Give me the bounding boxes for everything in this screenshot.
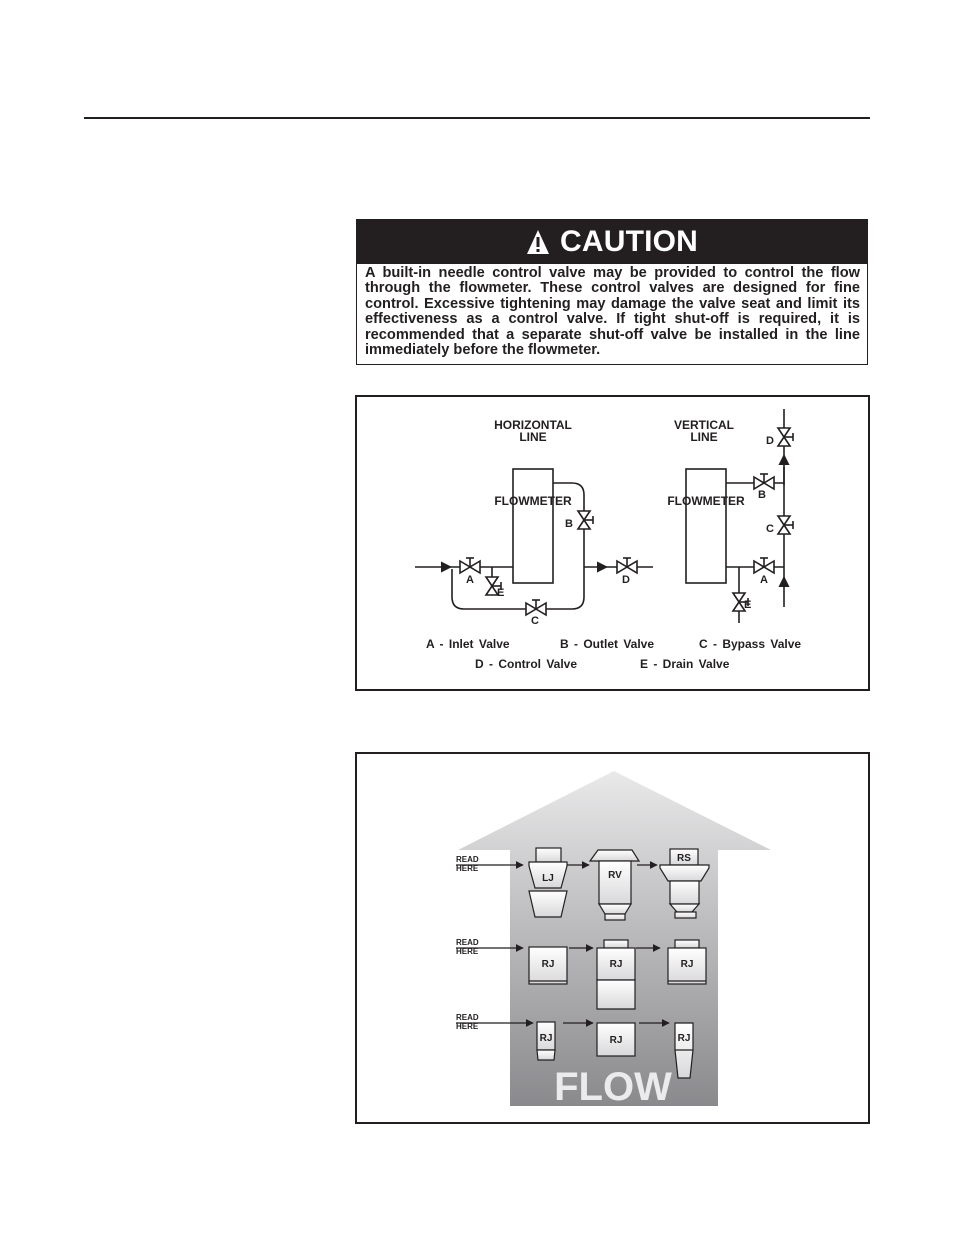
read-here-2-line1: READ — [456, 938, 479, 947]
piping-schematic — [357, 397, 868, 689]
letter-a-horizontal: A — [466, 574, 474, 586]
valve-d-horizontal — [617, 558, 637, 573]
float-rj-row3-b-label: RJ — [609, 1035, 623, 1046]
letter-b-vertical: B — [758, 489, 766, 501]
horizontal-flowmeter-body — [513, 469, 553, 583]
letter-c-horizontal: C — [531, 615, 539, 627]
letter-c-vertical: C — [766, 523, 774, 535]
float-rv-label: RV — [608, 870, 622, 881]
float-rj-row3-a-label: RJ — [539, 1033, 553, 1044]
letter-e-vertical: E — [744, 599, 752, 611]
float-reading-schematic — [357, 754, 868, 1122]
float-rs-label: RS — [677, 853, 691, 864]
vertical-title-line2: LINE — [690, 430, 718, 444]
vertical-title-line1: VERTICAL — [674, 418, 734, 432]
read-here-3-line1: READ — [456, 1013, 479, 1022]
legend-control-valve: D - Control Valve — [475, 657, 578, 671]
caution-title: CAUTION — [559, 225, 699, 258]
horizontal-flowmeter-label: FLOWMETER — [494, 494, 572, 508]
letter-b-horizontal: B — [565, 518, 573, 530]
read-here-1-line1: READ — [456, 855, 479, 864]
valve-b-vertical — [754, 474, 774, 489]
legend-bypass-valve: C - Bypass Valve — [699, 637, 802, 651]
legend-drain-valve: E - Drain Valve — [640, 657, 730, 671]
valve-c-horizontal — [526, 600, 546, 615]
legend-inlet-valve: A - Inlet Valve — [426, 637, 510, 651]
float-rj-row3-c — [675, 1023, 693, 1078]
letter-d-horizontal: D — [622, 574, 630, 586]
float-rj-row2-c-label: RJ — [680, 959, 694, 970]
float-reading-diagram — [355, 752, 870, 1124]
letter-e-horizontal: E — [497, 587, 505, 599]
read-here-1-line2: HERE — [456, 864, 479, 873]
vertical-flowmeter-body — [686, 469, 726, 583]
valve-b-horizontal — [578, 511, 593, 529]
legend-outlet-valve: B - Outlet Valve — [560, 637, 655, 651]
flow-label: FLOW — [554, 1065, 672, 1109]
warning-triangle-icon — [526, 229, 550, 255]
vertical-flowmeter-label: FLOWMETER — [667, 494, 745, 508]
float-rj-row2-b-label: RJ — [609, 959, 623, 970]
valve-a-horizontal — [460, 558, 480, 573]
valve-d-vertical — [778, 428, 793, 446]
caution-text: A built-in needle control valve may be provided to control the flow through the flowmeter. These control valves are designed for fine control. Excessive tightening may damage the valve seat and limit its effectiveness as a control valve. If tight shut-off is required, it is recommended that a separate shut-off valve be installed in the line immediately before the flowmeter. — [365, 265, 860, 359]
read-here-3-line2: HERE — [456, 1022, 479, 1031]
letter-a-vertical: A — [760, 574, 768, 586]
valve-a-vertical — [754, 558, 774, 573]
float-rj-row2-a-label: RJ — [541, 959, 555, 970]
caution-box — [356, 219, 868, 365]
read-here-2-line2: HERE — [456, 947, 479, 956]
valve-piping-diagram — [355, 395, 870, 691]
horizontal-title-line1: HORIZONTAL — [494, 418, 572, 432]
letter-d-vertical: D — [766, 435, 774, 447]
float-rj-row2-b — [597, 940, 635, 1009]
valve-c-vertical — [778, 516, 793, 534]
float-lj-label: LJ — [542, 873, 554, 884]
float-rj-row3-c-label: RJ — [677, 1033, 691, 1044]
header-rule — [84, 117, 870, 119]
caution-header — [357, 220, 867, 264]
horizontal-title-line2: LINE — [519, 430, 547, 444]
